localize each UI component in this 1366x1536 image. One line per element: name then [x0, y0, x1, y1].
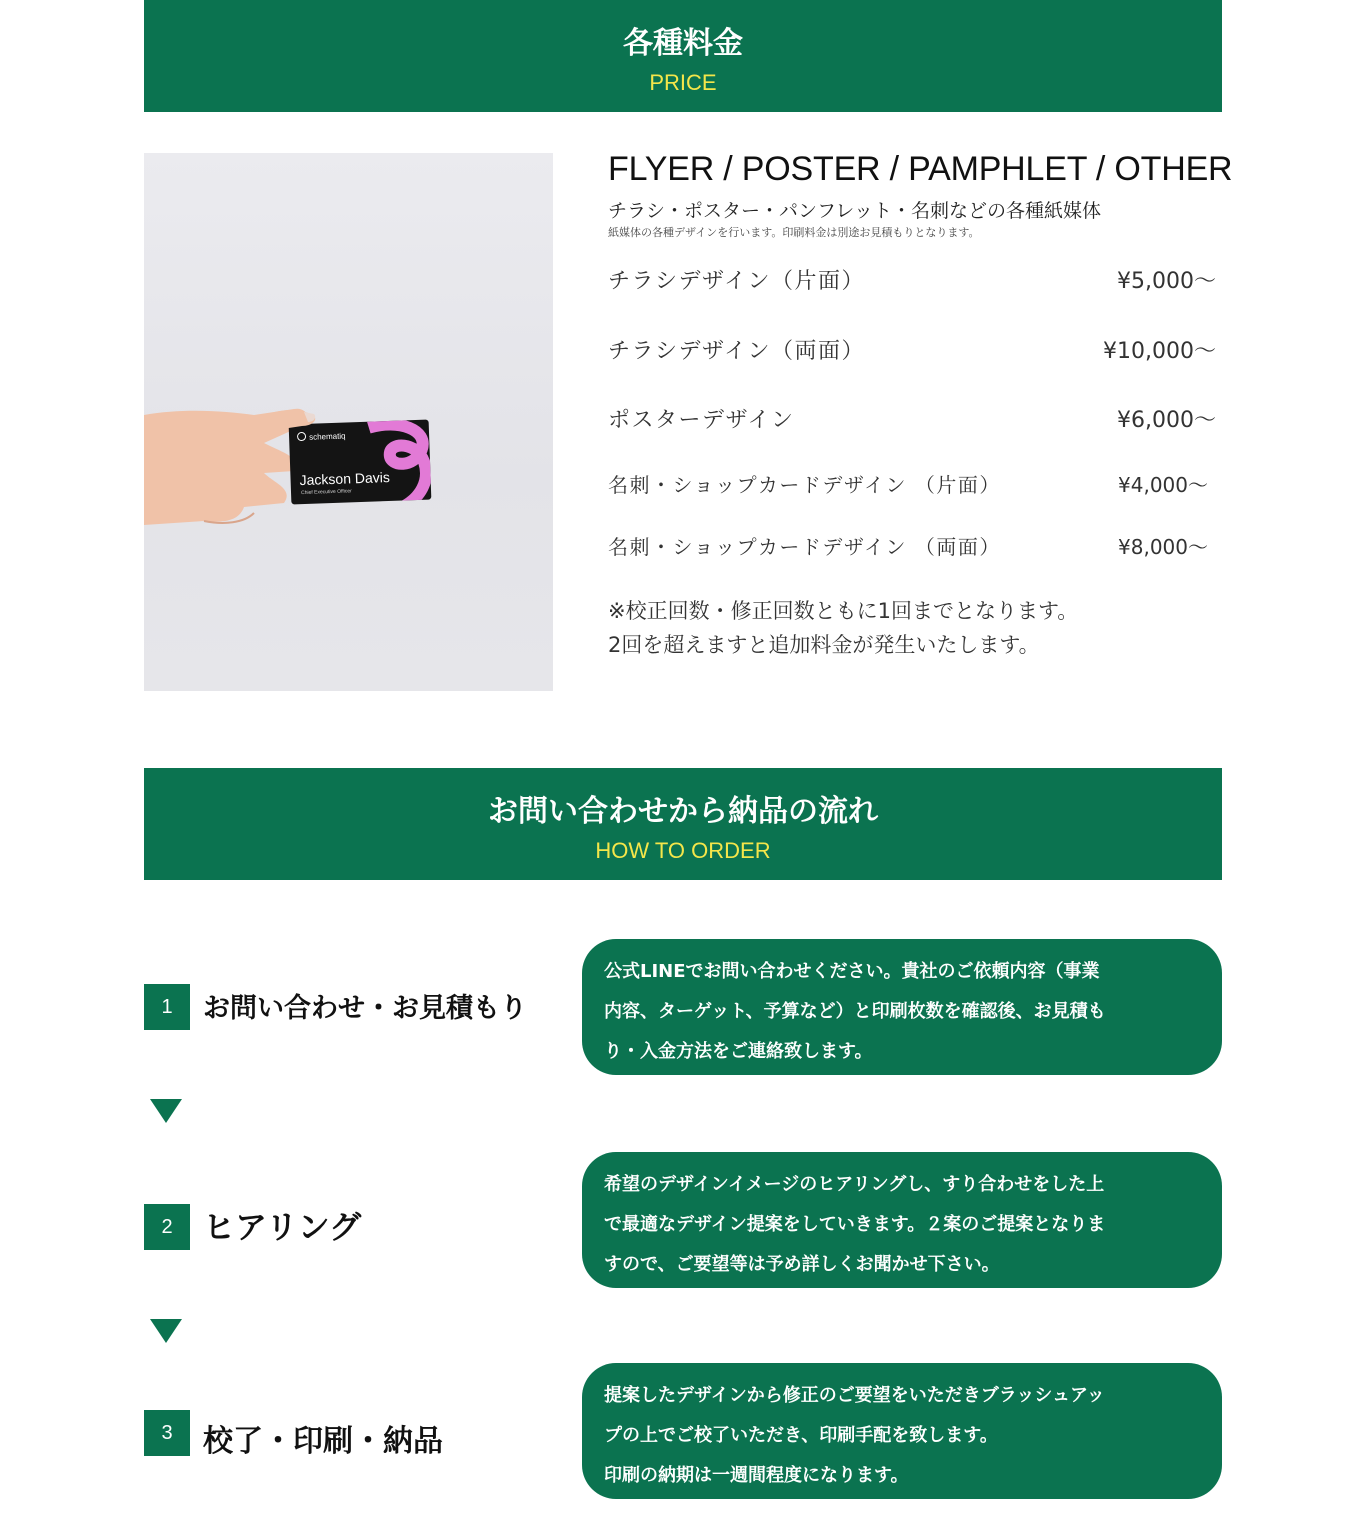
step-number: 1 [144, 984, 190, 1030]
price-row [608, 469, 1216, 498]
step-description-line: 公式LINEでお問い合わせください。貴社のご依頼内容（事業 [604, 961, 1100, 982]
price-value: ¥5,000〜 [1117, 269, 1216, 294]
price-banner-title: 各種料金 [623, 26, 743, 61]
price-label: チラシデザイン（両面） [608, 339, 865, 364]
thumb-overlay [262, 402, 322, 442]
price-footnote [608, 594, 1078, 662]
price-row [608, 264, 1216, 295]
down-arrow-icon [150, 1319, 182, 1343]
price-label: 名刺・ショップカードデザイン （片面） [608, 473, 1001, 497]
step-description [582, 1152, 1222, 1288]
price-label: チラシデザイン（片面） [608, 269, 865, 294]
price-section-note: 紙媒体の各種デザインを行います。印刷料金は別途お見積もりとなります。 [608, 226, 980, 239]
step-number: 3 [144, 1410, 190, 1456]
step-description [582, 1363, 1222, 1499]
card-brand: schematiq [297, 430, 346, 442]
step-description-line: 内容、ターゲット、予算など）と印刷枚数を確認後、お見積も [604, 1001, 1106, 1022]
order-banner-subtitle: HOW TO ORDER [595, 838, 771, 863]
price-banner [144, 0, 1222, 112]
price-row [608, 334, 1216, 365]
step-number: 2 [144, 1204, 190, 1250]
price-value: ¥6,000〜 [1117, 408, 1216, 433]
step-description-line: 印刷の納期は一週間程度になります。 [604, 1465, 909, 1486]
order-banner-title: お問い合わせから納品の流れ [488, 794, 878, 829]
price-banner-subtitle: PRICE [649, 70, 717, 95]
price-label: 名刺・ショップカードデザイン （両面） [608, 535, 1001, 559]
price-footnote-line: ※校正回数・修正回数ともに1回までとなります。 [608, 599, 1079, 623]
step-title: 校了・印刷・納品 [203, 1424, 443, 1459]
step-description-line: すので、ご要望等は予め詳しくお聞かせ下さい。 [604, 1254, 1000, 1275]
price-section-title: FLYER / POSTER / PAMPHLET / OTHER [608, 150, 1233, 188]
price-footnote-line: 2回を超えますと追加料金が発生いたします。 [608, 633, 1040, 657]
step-title: お問い合わせ・お見積もり [203, 993, 527, 1024]
price-value: ¥8,000〜 [1118, 535, 1208, 559]
step-description [582, 939, 1222, 1075]
card-role: Chief Executive Officer [300, 488, 352, 497]
step-description-line: 提案したデザインから修正のご要望をいただきブラッシュアッ [604, 1385, 1105, 1406]
price-label: ポスターデザイン [608, 408, 795, 433]
step-description-line: り・入金方法をご連絡致します。 [604, 1041, 873, 1062]
step-description-line: プの上でご校了いただき、印刷手配を致します。 [604, 1425, 998, 1446]
down-arrow-icon [150, 1099, 182, 1123]
price-row [608, 403, 1216, 434]
price-row [608, 531, 1216, 560]
step-description-line: 希望のデザインイメージのヒアリングし、すり合わせをした上 [604, 1174, 1105, 1195]
step-description-line: で最適なデザイン提案をしていきます。２案のご提案となりま [604, 1214, 1106, 1235]
price-value: ¥4,000〜 [1118, 473, 1208, 497]
card-name: Jackson Davis [299, 468, 391, 489]
step-title: ヒアリング [203, 1208, 362, 1246]
price-section-subtitle: チラシ・ポスター・パンフレット・名刺などの各種紙媒体 [608, 200, 1102, 222]
order-banner [144, 768, 1222, 880]
price-value: ¥10,000〜 [1103, 339, 1216, 364]
